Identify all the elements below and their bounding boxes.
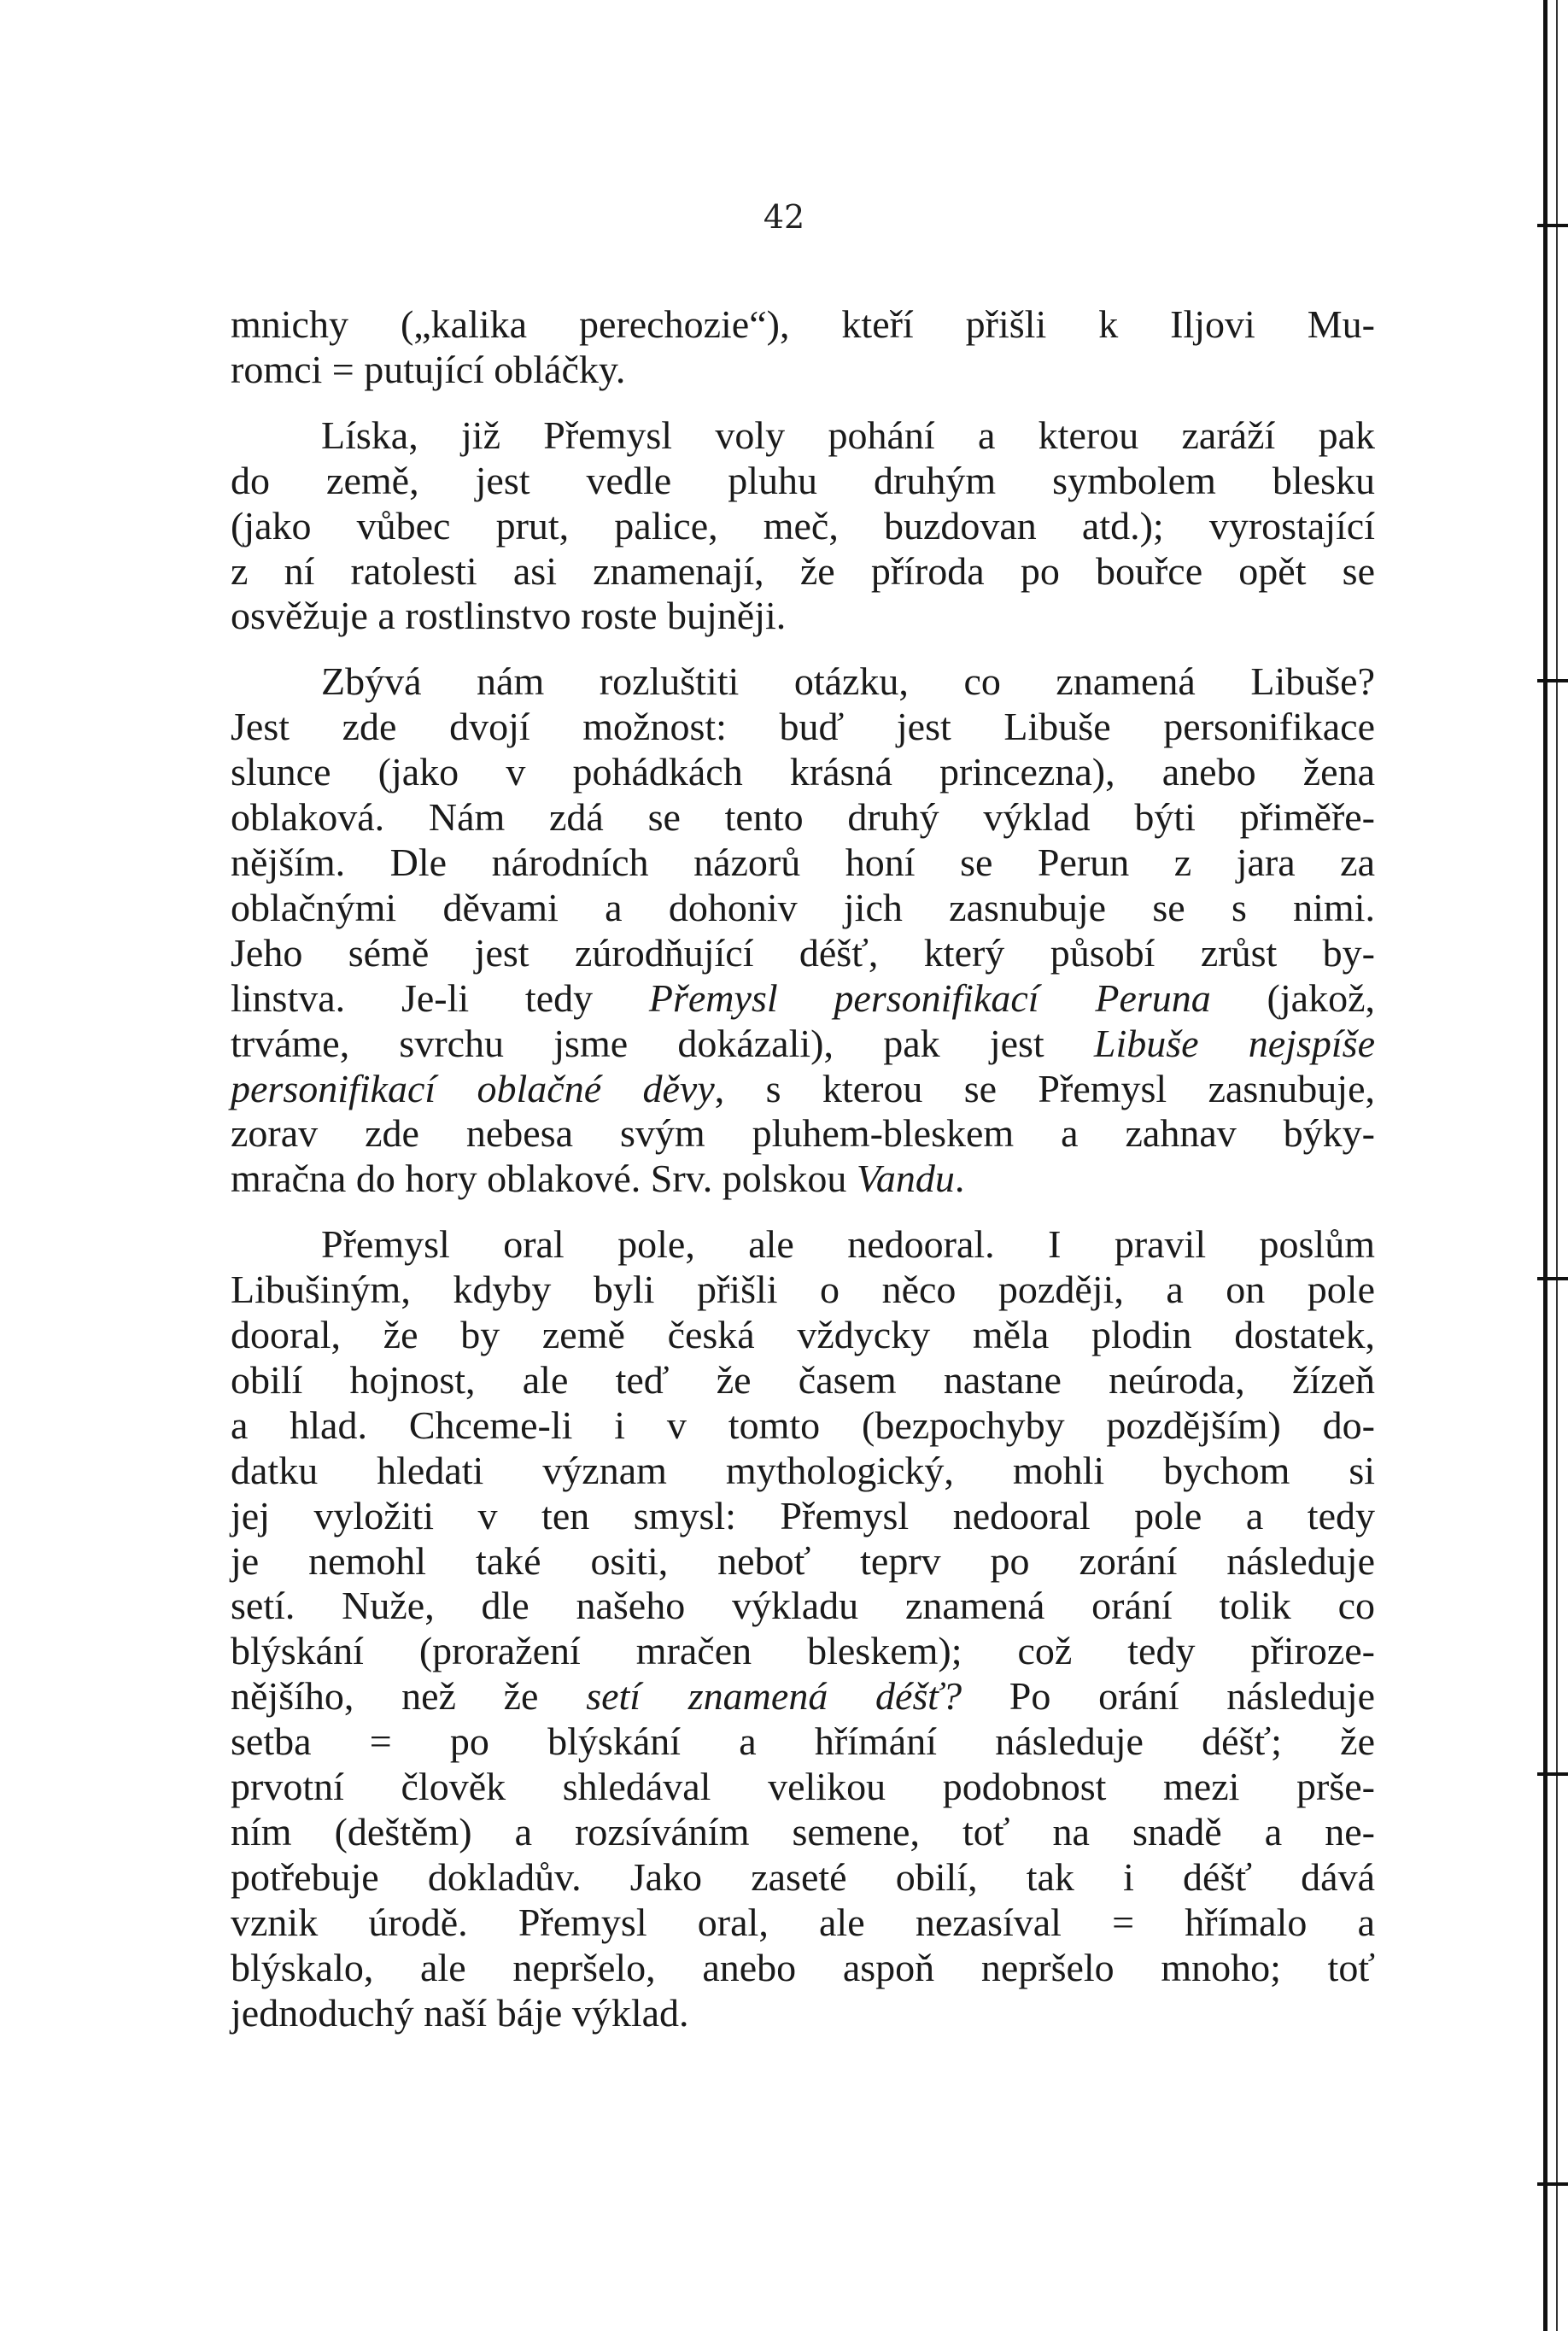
text-line: potřebuje dokladův. Jako zaseté obilí, tak i déšť dává xyxy=(231,1854,1375,1899)
page-binding-edge xyxy=(1542,0,1568,2331)
text-line: mračna do hory oblakové. Srv. polskou Vandu. xyxy=(231,1157,965,1201)
text-line: prvotní člověk shledával velikou podobnost mezi prše- xyxy=(231,1765,1375,1809)
text-line: mnichy („kalika perechozie“), kteří přišli k Iljovi Mu- xyxy=(231,302,1375,346)
text-line: do země, jest vedle pluhu druhým symbolem blesku xyxy=(231,458,1375,502)
text-line: z ní ratolesti asi znamenají, že příroda po bouřce opět se xyxy=(231,548,1375,593)
text-line: je nemohl také ositi, neboť teprv po zorání následuje xyxy=(231,1538,1375,1583)
text-line: osvěžuje a rostlinstvo roste bujněji. xyxy=(231,594,787,638)
text-line: Líska, již Přemysl voly pohání a kterou zaráží pak xyxy=(321,413,1375,457)
binding-tick xyxy=(1537,1277,1568,1280)
text-line: zorav zde nebesa svým pluhem-bleskem a zahnav býky- xyxy=(231,1111,1375,1156)
text-line: personifikací oblačné děvy, s kterou se Přemysl zasnubuje, xyxy=(231,1066,1375,1110)
text-line: setí. Nuže, dle našeho výkladu znamená orání tolik co xyxy=(231,1584,1375,1628)
text-line: slunce (jako v pohádkách krásná princezna), anebo žena xyxy=(231,750,1375,794)
italic-text: setí znamená déšť? xyxy=(586,1674,962,1719)
text-line: Jest zde dvojí možnost: buď jest Libuše personifikace xyxy=(231,705,1375,749)
text-line: oblaková. Nám zdá se tento druhý výklad býti přiměře- xyxy=(231,795,1375,840)
text-line: trváme, svrchu jsme dokázali), pak jest Libuše nejspíše xyxy=(231,1021,1375,1065)
text-line: Zbývá nám rozluštiti otázku, co znamená Libuše? xyxy=(321,659,1375,704)
text-line: jej vyložiti v ten smysl: Přemysl nedooral pole a tedy xyxy=(231,1493,1375,1537)
binding-rule-thin xyxy=(1556,0,1558,2331)
italic-text: Vandu xyxy=(856,1157,955,1201)
text-line: linstva. Je-li tedy Přemysl personifikací Peruna (jakož, xyxy=(231,975,1375,1020)
text-line: romci = putující obláčky. xyxy=(231,347,626,391)
text-line: blýskalo, ale nepršelo, anebo aspoň nepršelo mnoho; toť xyxy=(231,1945,1375,1989)
binding-tick xyxy=(1537,1772,1568,1776)
text-line: Jeho sémě jest zúrodňující déšť, který působí zrůst by- xyxy=(231,930,1375,975)
text-line: Přemysl oral pole, ale nedooral. I pravil poslům xyxy=(321,1222,1375,1267)
text-line: a hlad. Chceme-li i v tomto (bezpochyby pozdějším) do- xyxy=(231,1403,1375,1447)
paragraph-gap xyxy=(231,639,1375,659)
text-line: Libušiným, kdyby byli přišli o něco později, a on pole xyxy=(231,1268,1375,1312)
text-line: oblačnými děvami a dohoniv jich zasnubuje se s nimi. xyxy=(231,885,1375,929)
text-line: jednoduchý naší báje výklad. xyxy=(231,1990,689,2035)
italic-text: personifikací oblačné děvy xyxy=(231,1066,715,1110)
text-line: blýskání (proražení mračen bleskem); což tedy přiroze- xyxy=(231,1629,1375,1673)
page-number: 42 xyxy=(763,198,805,236)
paragraph-gap xyxy=(231,1202,1375,1222)
text-line: dooral, že by země česká vždycky měla plodin dostatek, xyxy=(231,1313,1375,1357)
italic-text: Přemysl personifikací Peruna xyxy=(648,975,1211,1020)
text-line: nějšího, než že setí znamená déšť? Po orání následuje xyxy=(231,1674,1376,1719)
binding-tick xyxy=(1537,2182,1568,2186)
body-text xyxy=(231,302,1375,2036)
paragraph-gap xyxy=(231,393,1375,413)
text-line: setba = po blýskání a hřímání následuje déšť; že xyxy=(231,1719,1375,1764)
binding-rule xyxy=(1543,0,1548,2331)
text-line: datku hledati význam mythologický, mohli bychom si xyxy=(231,1448,1375,1492)
italic-text: Libuše nejspíše xyxy=(1093,1021,1375,1065)
text-line: vznik úrodě. Přemysl oral, ale nezasíval = hřímalo a xyxy=(231,1900,1375,1944)
text-line: (jako vůbec prut, palice, meč, buzdovan atd.); vyrostající xyxy=(231,503,1375,548)
text-line: obilí hojnost, ale teď že časem nastane neúroda, žízeň xyxy=(231,1357,1375,1402)
text-line: nějším. Dle národních názorů honí se Perun z jara za xyxy=(231,840,1375,884)
binding-tick xyxy=(1537,224,1568,227)
binding-tick xyxy=(1537,679,1568,682)
text-line: ním (deštěm) a rozsíváním semene, toť na snadě a ne- xyxy=(231,1810,1375,1854)
